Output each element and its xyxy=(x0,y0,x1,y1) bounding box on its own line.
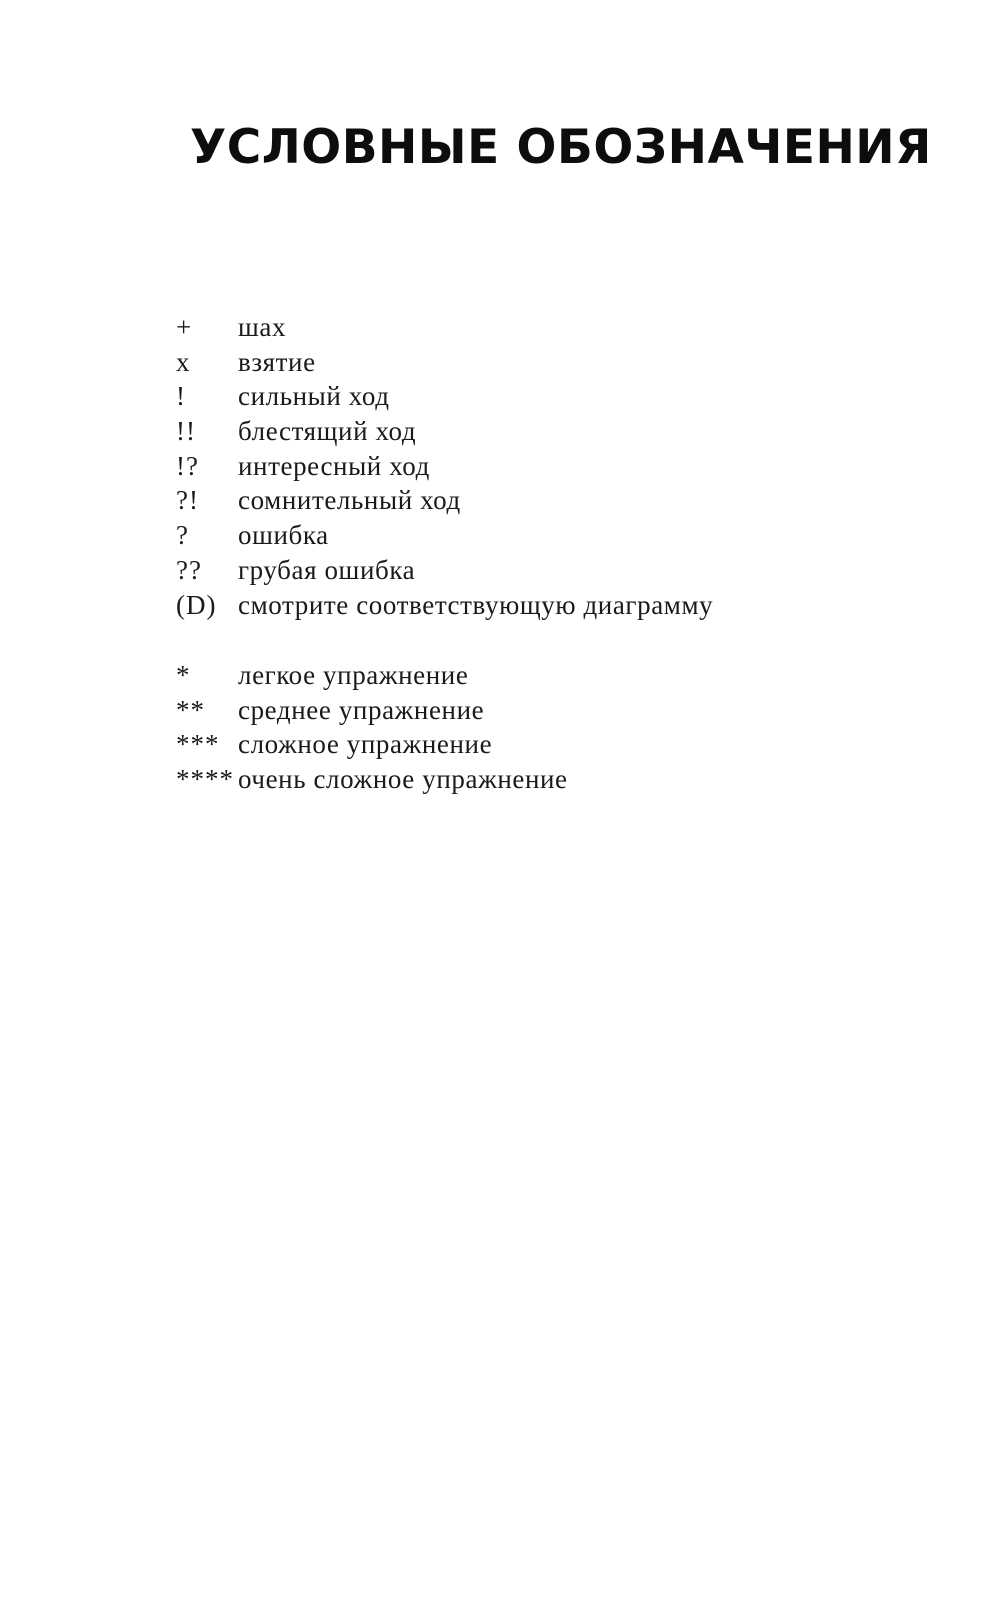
symbol: (D) xyxy=(176,589,217,620)
list-item xyxy=(176,379,936,414)
meaning: шах xyxy=(238,312,287,342)
list-item xyxy=(176,414,936,449)
list-item xyxy=(176,658,936,693)
symbol: !! xyxy=(176,416,196,447)
list-item xyxy=(176,553,936,588)
meaning: интересный ход xyxy=(238,450,430,481)
symbol: + xyxy=(176,312,193,342)
meaning: легкое упражнение xyxy=(238,660,469,690)
symbol: !? xyxy=(176,450,199,481)
symbol: ? xyxy=(176,520,189,551)
page-title: УСЛОВНЫЕ ОБОЗНАЧЕНИЯ xyxy=(190,120,932,175)
move-symbols-list xyxy=(176,310,936,622)
list-item xyxy=(176,449,936,484)
meaning: грубая ошибка xyxy=(238,554,416,585)
symbol: ! xyxy=(176,381,186,412)
list-item xyxy=(176,518,936,553)
meaning: блестящий ход xyxy=(238,416,417,447)
list-item xyxy=(176,727,936,762)
list-item xyxy=(176,345,936,380)
meaning: очень сложное упражнение xyxy=(238,764,568,795)
symbol: x xyxy=(176,346,191,377)
meaning: взятие xyxy=(238,346,316,377)
symbol: ?! xyxy=(176,485,199,516)
exercise-levels-list xyxy=(176,658,936,797)
meaning: смотрите соответствующую диаграмму xyxy=(238,589,714,620)
list-item xyxy=(176,693,936,728)
meaning: сомнительный ход xyxy=(238,485,461,516)
symbol: ** xyxy=(176,694,205,725)
meaning: среднее упражнение xyxy=(238,694,485,725)
list-item xyxy=(176,762,936,797)
symbol: **** xyxy=(176,764,234,795)
symbol: * xyxy=(176,660,191,690)
meaning: ошибка xyxy=(238,520,329,551)
symbol: ?? xyxy=(176,554,202,585)
list-item xyxy=(176,310,936,345)
meaning: сложное упражнение xyxy=(238,729,493,760)
symbol: *** xyxy=(176,729,220,760)
list-item xyxy=(176,483,936,518)
meaning: сильный ход xyxy=(238,381,390,412)
list-item xyxy=(176,588,936,623)
